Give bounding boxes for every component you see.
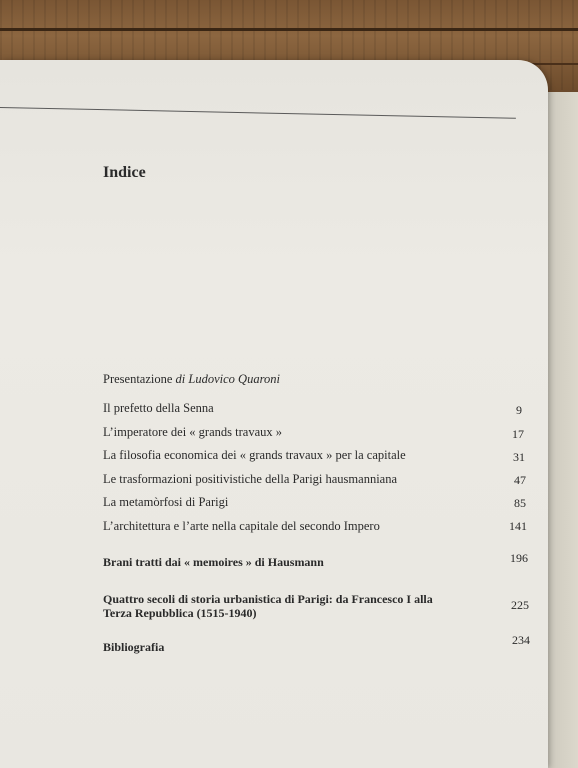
- toc-page-number: 234: [512, 633, 530, 647]
- toc-entry: Il prefetto della Senna: [103, 401, 214, 415]
- presentation-entry: [103, 372, 433, 387]
- toc-page-number: 9: [516, 403, 522, 417]
- toc-entry: La metamòrfosi di Parigi: [103, 495, 229, 509]
- index-title: Indice: [103, 164, 146, 181]
- toc-page-number: 196: [510, 551, 528, 565]
- toc-section: Bibliografia: [103, 640, 165, 654]
- toc-section: Brani tratti dai « memoires » di Hausmann: [103, 555, 324, 569]
- toc-page-number: 85: [514, 496, 526, 510]
- toc-section: Quattro secoli di storia urbanistica di Parigi: da Francesco I alla Terza Repubblica (1515-1940): [103, 592, 433, 620]
- toc-page-number: 47: [514, 473, 526, 487]
- toc-entry: L’imperatore dei « grands travaux »: [103, 425, 282, 439]
- table-plank-gap: [0, 28, 578, 31]
- presentation-author: di Ludovico Quaroni: [175, 372, 280, 386]
- toc-entry: La filosofia economica dei « grands travaux » per la capitale: [103, 448, 406, 462]
- toc-entry: L’architettura e l’arte nella capitale del secondo Impero: [103, 519, 380, 533]
- toc-page-number: 141: [509, 519, 527, 533]
- toc-page-number: 225: [511, 598, 529, 612]
- toc-entry: Le trasformazioni positivistiche della Parigi hausmanniana: [103, 472, 398, 486]
- toc-page-number: 17: [512, 427, 524, 441]
- presentation-label: Presentazione: [103, 372, 173, 386]
- toc-page-number: 31: [513, 450, 525, 464]
